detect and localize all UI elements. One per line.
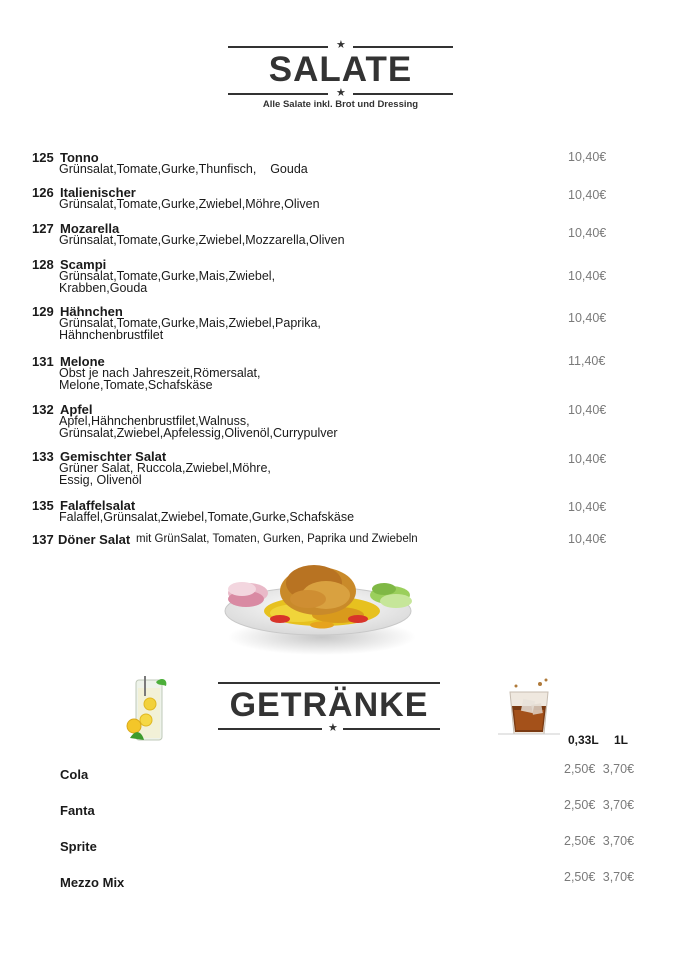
star-icon: ★ xyxy=(328,722,338,734)
salad-item xyxy=(32,449,612,489)
salad-item xyxy=(32,185,612,213)
item-name: Mozarella xyxy=(60,221,120,236)
salad-item xyxy=(32,150,612,178)
salad-plate-image xyxy=(218,555,420,655)
item-name: Döner Salat xyxy=(58,532,131,547)
drink-prices: 2,50€ 3,70€ xyxy=(564,762,635,776)
item-number: 135 xyxy=(32,498,54,513)
item-name: Gemischter Salat xyxy=(60,449,167,464)
salad-item xyxy=(32,402,612,442)
salate-title: SALATE xyxy=(268,50,413,89)
banner-rule-top xyxy=(218,682,440,684)
item-number: 137 xyxy=(32,532,54,547)
item-description: Grünsalat,Tomate,Gurke,Zwiebel,Mozzarella,Oliven xyxy=(59,233,345,247)
salad-item xyxy=(32,498,612,526)
drink-name: Fanta xyxy=(60,803,95,818)
item-description: mit GrünSalat, Tomaten, Gurken, Paprika und Zwiebeln xyxy=(136,533,418,545)
star-icon: ★ xyxy=(336,87,346,99)
salad-item xyxy=(32,304,612,344)
salad-item xyxy=(32,257,612,297)
item-price: 10,40€ xyxy=(568,188,607,202)
getraenke-banner xyxy=(218,674,440,736)
item-number: 131 xyxy=(32,354,54,369)
banner-rule-bottom-right xyxy=(343,728,440,730)
item-description: Apfel,Hähnchenbrustfilet,Walnuss, Grünsalat,Zwiebel,Apfelessig,Olivenöl,Currypulver xyxy=(59,414,338,440)
getraenke-title: GETRÄNKE xyxy=(229,686,429,724)
item-price: 10,40€ xyxy=(568,403,607,417)
salate-banner xyxy=(228,38,453,113)
item-price: 10,40€ xyxy=(568,452,607,466)
item-description: Obst je nach Jahreszeit,Römersalat, Melone,Tomate,Schafskäse xyxy=(59,366,261,392)
item-name: Italienischer xyxy=(60,185,136,200)
drink-name: Cola xyxy=(60,767,89,782)
salate-subtitle: Alle Salate inkl. Brot und Dressing xyxy=(262,99,419,110)
item-price: 10,40€ xyxy=(568,500,607,514)
salad-item xyxy=(32,221,612,249)
drink-prices: 2,50€ 3,70€ xyxy=(564,798,635,812)
item-name: Hähnchen xyxy=(60,304,123,319)
item-number: 132 xyxy=(32,402,54,417)
lemonade-glass-image xyxy=(126,674,172,742)
drink-prices: 2,50€ 3,70€ xyxy=(564,834,635,848)
item-price: 11,40€ xyxy=(568,354,606,368)
item-description: Grünsalat,Tomate,Gurke,Zwiebel,Möhre,Oliven xyxy=(59,197,320,211)
whiskey-glass-image xyxy=(496,674,560,738)
item-price: 10,40€ xyxy=(568,532,607,546)
item-name: Apfel xyxy=(60,402,93,417)
item-description: Grüner Salat, Ruccola,Zwiebel,Möhre, Essig, Olivenöl xyxy=(59,461,271,487)
item-name: Melone xyxy=(60,354,105,369)
banner-rule-top-left xyxy=(228,46,328,48)
item-name: Tonno xyxy=(60,150,99,165)
drink-name: Mezzo Mix xyxy=(60,875,125,890)
drink-prices: 2,50€ 3,70€ xyxy=(564,870,635,884)
item-description: Grünsalat,Tomate,Gurke,Thunfisch, Gouda xyxy=(59,162,308,176)
drink-name: Sprite xyxy=(60,839,97,854)
salad-item xyxy=(32,354,612,394)
item-price: 10,40€ xyxy=(568,269,607,283)
item-number: 128 xyxy=(32,257,54,272)
item-number: 127 xyxy=(32,221,54,236)
item-description: Grünsalat,Tomate,Gurke,Mais,Zwiebel,Paprika, Hähnchenbrustfilet xyxy=(59,316,321,342)
size-small-header: 0,33L xyxy=(568,733,599,747)
item-price: 10,40€ xyxy=(568,150,607,164)
item-number: 133 xyxy=(32,449,54,464)
item-price: 10,40€ xyxy=(568,226,607,240)
item-price: 10,40€ xyxy=(568,311,607,325)
item-name: Scampi xyxy=(60,257,107,272)
item-number: 125 xyxy=(32,150,54,165)
item-number: 126 xyxy=(32,185,54,200)
star-icon: ★ xyxy=(336,39,346,51)
banner-rule-bottom-left xyxy=(218,728,322,730)
item-description: Grünsalat,Tomate,Gurke,Mais,Zwiebel, Krabben,Gouda xyxy=(59,269,276,295)
banner-rule-bottom-left xyxy=(228,93,328,95)
salad-item xyxy=(32,532,612,550)
banner-rule-top-right xyxy=(353,46,453,48)
item-name: Falaffelsalat xyxy=(60,498,136,513)
item-description: Falaffel,Grünsalat,Zwiebel,Tomate,Gurke,Schafskäse xyxy=(59,510,355,524)
banner-rule-bottom-right xyxy=(353,93,453,95)
item-number: 129 xyxy=(32,304,54,319)
size-large-header: 1L xyxy=(614,733,629,747)
